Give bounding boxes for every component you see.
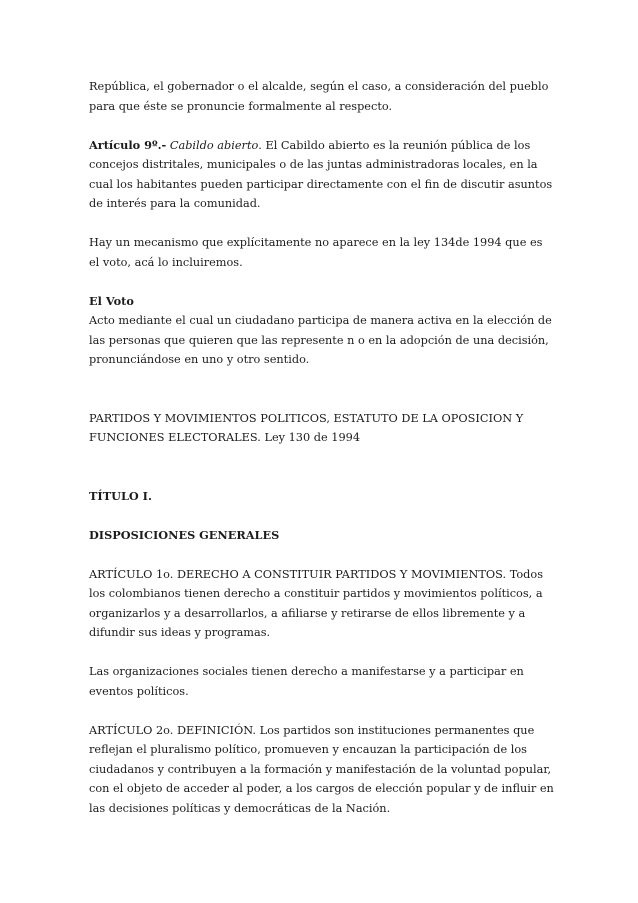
heading-disposiciones-generales: DISPOSICIONES GENERALES bbox=[89, 527, 280, 542]
paragraph-articulo-9 bbox=[89, 136, 555, 214]
paragraph-articulo-2: ARTÍCULO 2o. DEFINICIÓN. Los partidos son instituciones permanentes que reflejan el pluralismo político, promueven y encauzan la participación de los ciudadanos y contribuyen a la formación y manifestación de la voluntad popular, con el objeto de acceder al poder, a los cargos de elección popular y de influir en las decisiones políticas y democráticas de la Nación. bbox=[89, 723, 554, 815]
article-9-text: . El Cabildo abierto es la reunión pública de los concejos distritales, municipales o de las juntas administradoras locales, en la cual los habitantes pueden participar directamente con el fin de discutir asuntos de interés para la comunidad. bbox=[89, 138, 553, 210]
document-body bbox=[89, 77, 555, 818]
paragraph-voto: Acto mediante el cual un ciudadano participa de manera activa en la elección de las personas que quieren que las represente n o en la adopción de una decisión, pronunciándose en uno y otro sentido. bbox=[89, 314, 552, 366]
heading-titulo-i: TÍTULO I. bbox=[89, 488, 152, 503]
article-9-label: Artículo 9º.- bbox=[89, 137, 167, 152]
paragraph-republica: República, el gobernador o el alcalde, según el caso, a consideración del pueblo para que éste se pronuncie formalmente al respecto. bbox=[89, 80, 549, 113]
paragraph-mecanismo: Hay un mecanismo que explícitamente no aparece en la ley 134de 1994 que es el voto, acá lo incluiremos. bbox=[89, 236, 543, 269]
heading-el-voto: El Voto bbox=[89, 293, 134, 308]
heading-ley-130: PARTIDOS Y MOVIMIENTOS POLITICOS, ESTATUTO DE LA OPOSICION Y FUNCIONES ELECTORALES. Ley 130 de 1994 bbox=[89, 411, 524, 444]
paragraph-organizaciones: Las organizaciones sociales tienen derecho a manifestarse y a participar en eventos políticos. bbox=[89, 665, 524, 698]
paragraph-articulo-1: ARTÍCULO 1o. DERECHO A CONSTITUIR PARTIDOS Y MOVIMIENTOS. Todos los colombianos tienen derecho a constituir partidos y movimientos políticos, a organizarlos y a desarrollarlos, a afiliarse y retirarse de ellos libremente y a difundir sus ideas y programas. bbox=[89, 567, 543, 639]
article-9-title: Cabildo abierto bbox=[169, 138, 259, 152]
